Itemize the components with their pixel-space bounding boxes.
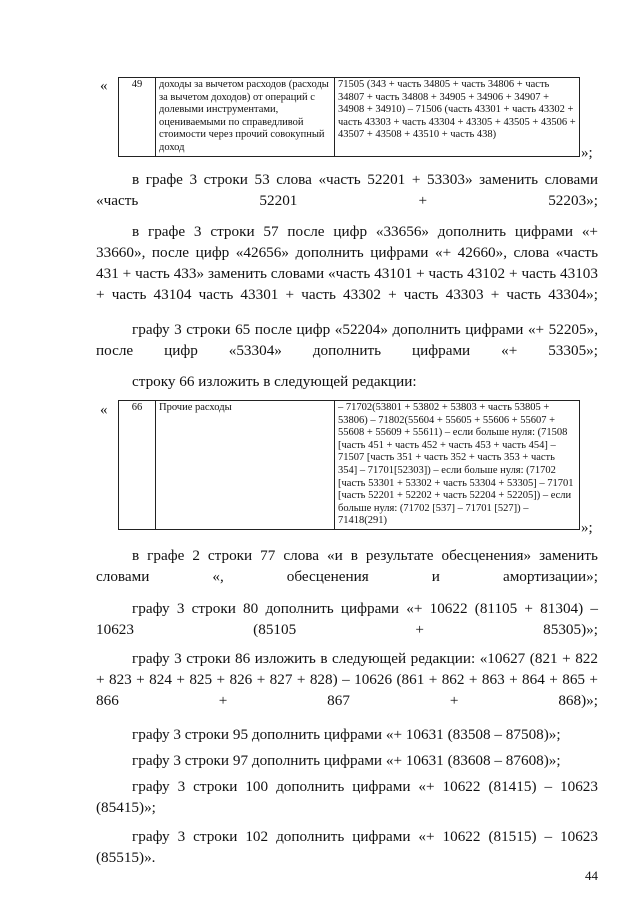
- paragraph: графу 3 строки 97 дополнить цифрами «+ 10631 (83608 – 87608)»;: [132, 752, 561, 769]
- paragraph: строку 66 изложить в следующей редакции:: [132, 373, 417, 390]
- row-number-cell: 66: [119, 401, 156, 530]
- table-row: [119, 401, 580, 530]
- paragraph: графу 3 строки 86 изложить в следующей редакции: «10627 (821 + 822 + 823 + 824 + 825 + 826 + 827 + 828) – 10626 (861 + 862 + 863 + 864 + 865 + 866 + 867 + 868)»;: [96, 650, 598, 709]
- amendment-table-row-49: [118, 77, 580, 157]
- row-name-cell: Прочие расходы: [156, 401, 335, 530]
- close-quote: »;: [581, 520, 593, 536]
- page-number: 44: [585, 868, 598, 883]
- paragraph: графу 3 строки 95 дополнить цифрами «+ 10631 (83508 – 87508)»;: [132, 726, 561, 743]
- table-row: [119, 78, 580, 157]
- row-name-cell: доходы за вычетом расходов (расходы за вычетом доходов) от операций с долевыми инструментами, оцениваемыми по справедливой стоимости через прочий совокупный доход: [156, 78, 335, 157]
- paragraph: в графе 3 строки 53 слова «часть 52201 + 53303» заменить словами «часть 52201 + 52203»;: [96, 171, 598, 209]
- row-formula-cell: – 71702(53801 + 53802 + 53803 + часть 53805 + 53806) – 71802(55604 + 55605 + 55606 + 55607 + 55608 + 55609 + 55611) – если больше нуля: (71508 [часть 451 + часть 452 + часть 453 + часть 454] –71507 [часть 351 + часть 352 + часть 353 + часть 354] – 71701[52303]) – если больше нуля: (71702 [часть 53301 + 53302 + часть 53304 + 53305] – 71701 [часть 52201 + 52202 + часть 52204 + 52205]) – если больше нуля: (71702 [537] – 71701 [527]) – 71418(291): [335, 401, 580, 530]
- paragraph: графу 3 строки 102 дополнить цифрами «+ 10622 (81515) – 10623 (85515)».: [96, 828, 598, 866]
- close-quote: »;: [581, 145, 593, 161]
- open-quote: «: [100, 402, 108, 418]
- amendment-table-row-66: [118, 400, 580, 530]
- paragraph: в графе 3 строки 57 после цифр «33656» дополнить цифрами «+ 33660», после цифр «42656» дополнить цифрами «+ 42660», слова «часть 431 + часть 433» заменить словами «часть 43101 + часть 43102 + часть 43103 + часть 43104 часть 43301 + часть 43302 + часть 43303 + часть 43304»;: [96, 223, 598, 303]
- paragraph: в графе 2 строки 77 слова «и в результате обесценения» заменить словами «, обесценения и амортизации»;: [96, 547, 598, 585]
- paragraph: графу 3 строки 65 после цифр «52204» дополнить цифрами «+ 52205», после цифр «53304» дополнить цифрами «+ 53305»;: [96, 321, 598, 359]
- row-number-cell: 49: [119, 78, 156, 157]
- open-quote: «: [100, 78, 108, 94]
- row-formula-cell: 71505 (343 + часть 34805 + часть 34806 + часть 34807 + часть 34808 + 34905 + 34906 + 34907 + 34908 + 34910) – 71506 (часть 43301 + часть 43302 + часть 43303 + часть 43304 + 43305 + 43505 + 43506 + 43507 + 43508 + 43510 + часть 438): [335, 78, 580, 157]
- paragraph: графу 3 строки 100 дополнить цифрами «+ 10622 (81415) – 10623 (85415)»;: [96, 778, 598, 816]
- paragraph: графу 3 строки 80 дополнить цифрами «+ 10622 (81105 + 81304) – 10623 (85105 + 85305)»;: [96, 600, 598, 638]
